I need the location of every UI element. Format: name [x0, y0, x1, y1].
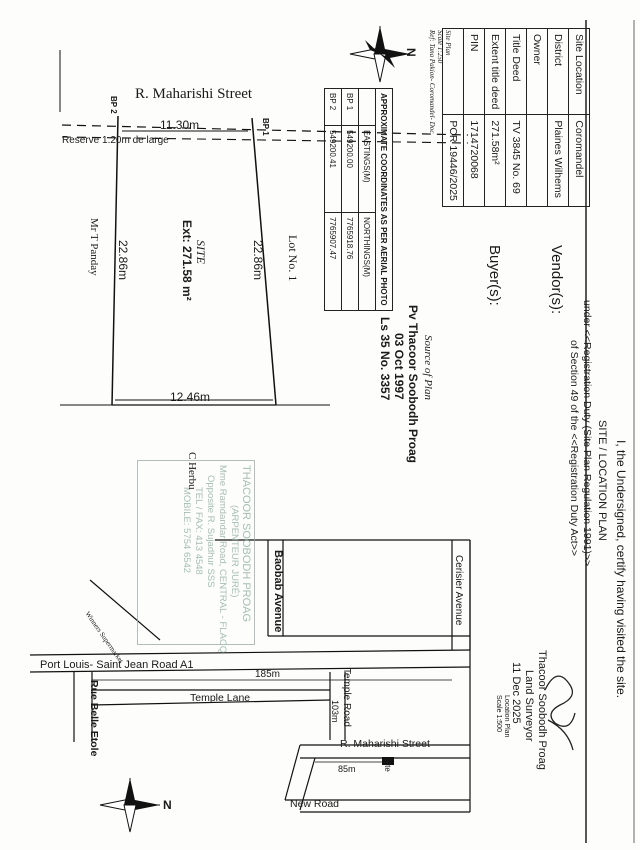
- winners-label: Winners Supermarket: [83, 610, 125, 665]
- source-name: Pv Thacoor Soobodh Proag: [406, 305, 420, 464]
- source-label: Source of Plan: [422, 335, 434, 400]
- info-label: Site Location: [569, 29, 590, 115]
- coord-cell-n: 7765918.76: [342, 213, 359, 311]
- info-row: [548, 29, 569, 207]
- info-value: PCR 19446/2025: [443, 115, 464, 207]
- coord-row: [325, 89, 342, 311]
- info-value: 271.58m²: [485, 115, 506, 207]
- site-plan-caption: [428, 30, 452, 133]
- info-label: District: [548, 29, 569, 115]
- buyers-label: Buyer(s):: [486, 245, 503, 306]
- maharishi-street-label: R. Maharishi Street: [340, 738, 430, 750]
- coord-row: [342, 89, 359, 311]
- side-right-label: 22.86m: [251, 240, 265, 281]
- rue-belle-etole-label: Rue Belle Etole: [88, 680, 100, 757]
- info-value: 1714720068: [464, 115, 485, 207]
- dim-85-label: 85m: [338, 764, 356, 774]
- surveyor-signature: [545, 676, 575, 750]
- width-bottom-label: 12.46m: [170, 390, 211, 404]
- info-row: [527, 29, 548, 207]
- site-north-arrow-icon: [350, 26, 410, 82]
- site-location-label: Site: [383, 758, 392, 772]
- site-plan-ref: Ref: Tana Pakion- Coromandel- Doc: [428, 30, 436, 134]
- coord-header-north: NORTHINGS(M): [359, 213, 376, 311]
- plan-title: SITE / LOCATION PLAN: [596, 420, 608, 541]
- coord-cell-pt: BP 1: [342, 89, 359, 126]
- stamp-opposite: Opposite R. Sujadhur SSS: [205, 475, 216, 588]
- coord-cell-n: 7765907.47: [325, 213, 342, 311]
- stamp-title: (ARPENTEUR JURÉ): [229, 505, 240, 598]
- coord-cell-e: 549200.41: [325, 126, 342, 213]
- vendors-label: Vendor(s):: [548, 245, 565, 315]
- street-label: R. Maharishi Street: [135, 86, 253, 102]
- surveyor-date: 11 Dec 2025: [510, 662, 522, 724]
- site-plan-label: Site Plan: [444, 30, 452, 56]
- info-label: Extent title deed: [485, 29, 506, 115]
- location-plan-caption: [494, 695, 510, 737]
- surveyor-name: Thacoor Soobodh Proag: [536, 650, 548, 770]
- coord-header-east: EASTINGS(M): [359, 126, 376, 213]
- lot-label: Lot No. 1: [286, 235, 300, 282]
- regulation-line: under <<Registration Duty (Site Plan Regulation 1991)>>: [581, 300, 593, 567]
- certify-line: I, the Undersigned, certify having visited the site.: [614, 440, 628, 699]
- cerisier-avenue-label: Cerisier Avenue: [453, 555, 464, 626]
- coord-title: APPROXIMATE COORDINATES AS PER AERIAL PHOTO: [376, 89, 393, 311]
- new-road-label: New Road: [290, 798, 340, 810]
- info-row: [506, 29, 527, 207]
- site-plan-scale: Scale 1:250: [436, 30, 444, 64]
- info-value: TV 3845 No. 69: [506, 115, 527, 207]
- reserve-label: Reserve 1.20m de large: [62, 135, 169, 146]
- coordinates-table: [324, 88, 393, 311]
- info-label: Owner: [527, 29, 548, 115]
- location-plan-scale: Scale 1:500: [495, 695, 502, 732]
- site-north-label: N: [404, 48, 418, 57]
- info-label: PIN: [464, 29, 485, 115]
- baobab-avenue-label: Baobab Avenue: [272, 550, 284, 633]
- info-value: Coromandel: [569, 115, 590, 207]
- surveyor-role: Land Surveyor: [523, 670, 535, 742]
- port-louis-road-label: Port Louis- Saint Jean Road A1: [40, 659, 194, 671]
- surveyor-block: [509, 650, 548, 770]
- stamp-tel: TEL / FAX: 413 4548: [193, 487, 204, 575]
- location-north-label: N: [163, 798, 172, 812]
- neighbour-label: Mr T Panday: [88, 218, 100, 276]
- source-date: 03 Oct 1997: [392, 333, 406, 400]
- source-block: [378, 305, 420, 463]
- width-top-label: 11.30m: [160, 118, 200, 132]
- stamp-address: Mme Ramdandar Road, CENTRAL - FLACQ: [217, 465, 228, 654]
- site-label: SITE: [194, 240, 208, 264]
- location-north-arrow-icon: [100, 778, 160, 832]
- info-row: [569, 29, 590, 207]
- dim-185-label: 185m: [255, 669, 281, 680]
- dim-103-label: 103m: [330, 700, 340, 723]
- info-label: Title Deed: [506, 29, 527, 115]
- stamp-signature-c-herbu: C Herbu: [186, 452, 198, 490]
- location-plan-label: Location Plan: [503, 695, 510, 738]
- site-info-table: [442, 28, 590, 207]
- bp1-label: BP 1: [261, 118, 270, 136]
- source-ls: Ls 35 No. 3357: [378, 317, 392, 401]
- section-line: of Section 49 of the <<Registration Duty Act>>: [568, 340, 580, 556]
- info-row: [485, 29, 506, 207]
- bp2-label: BP 2: [109, 96, 118, 114]
- info-row: [464, 29, 485, 207]
- coord-cell-e: 549200.00: [342, 126, 359, 213]
- info-value: Plaines Wilhems: [548, 115, 569, 207]
- extent-label: Ext: 271.58 m²: [180, 220, 194, 301]
- coord-cell-pt: BP 2: [325, 89, 342, 126]
- temple-road-label: Temple Road: [341, 668, 352, 727]
- temple-lane-label: Temple Lane: [190, 692, 251, 704]
- stamp-mobile: MOBILE: 5754 6542: [181, 487, 192, 574]
- side-left-label: 22.86m: [116, 240, 130, 281]
- info-value: [527, 115, 548, 207]
- stamp-name: THACOOR SOOBODH PROAG: [240, 465, 252, 623]
